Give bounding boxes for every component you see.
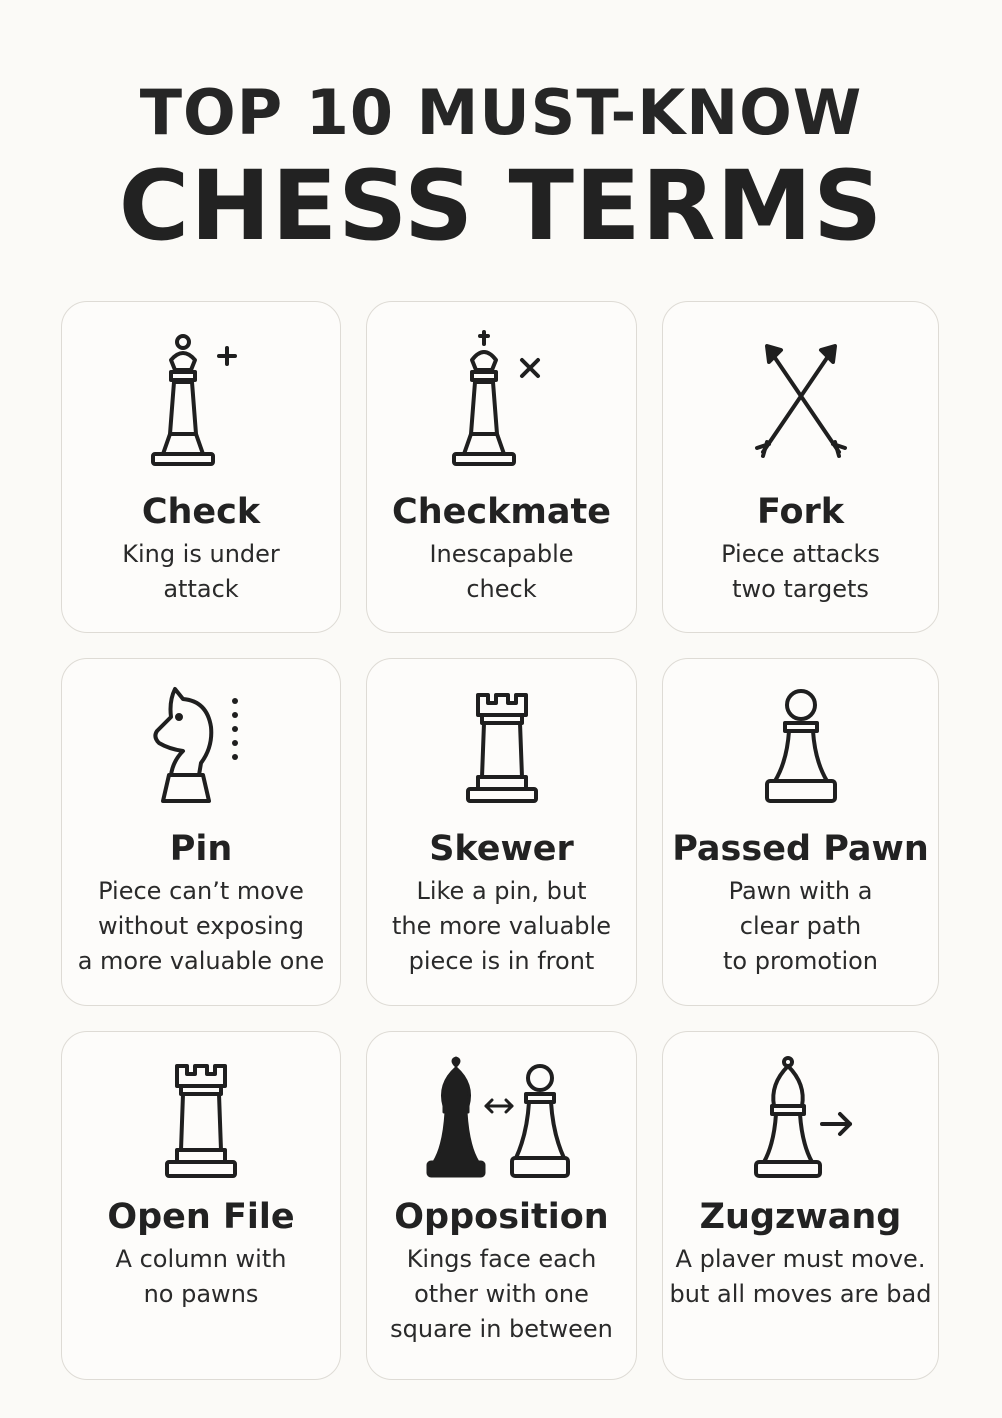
term-title: Checkmate [392,492,611,532]
term-title: Opposition [394,1197,609,1237]
term-description: Piece attacks two targets [721,540,880,603]
king-check-icon [141,330,261,470]
term-card-check [61,301,341,633]
term-description: Pawn with a clear path to promotion [722,877,878,975]
term-card-checkmate [366,301,637,633]
term-card-passed-pawn [662,658,939,1006]
term-title: Skewer [429,829,574,869]
fork-arrows-icon [741,330,861,470]
term-title: Pin [169,829,233,869]
term-description: A column with no pawns [115,1245,287,1308]
term-description: Like a pin, but the more valuable piece is in front [392,877,611,975]
page-title-line-2: CHESS TERMS [118,150,884,262]
term-description: King is under attack [122,540,280,603]
term-title: Fork [756,492,845,532]
term-card-zugzwang [662,1031,939,1380]
term-title: Open File [107,1197,295,1237]
term-description: Kings face each other with one square in between [390,1245,613,1343]
term-description: Inescapable check [429,540,574,603]
term-description: A plaver must move. but all moves are bad [669,1245,932,1308]
term-card-opposition [366,1031,637,1380]
term-card-open-file [61,1031,341,1380]
term-title: Zugzwang [699,1197,902,1237]
term-card-fork [662,301,939,633]
term-description: Piece can’t move without exposing a more valuable one [77,877,325,975]
term-card-skewer [366,658,637,1006]
king-mate-icon [442,330,562,470]
rook-icon [141,1054,261,1194]
bishop-pawn-opposition-icon [422,1054,582,1194]
knight-pin-icon [141,677,261,817]
rook-icon [442,677,562,817]
pawn-icon [741,677,861,817]
page-title-line-1: TOP 10 MUST-KNOW [139,76,863,149]
term-card-pin [61,658,341,1006]
term-title: Check [141,492,261,532]
bishop-arrow-icon [736,1054,866,1194]
term-title: Passed Pawn [672,829,929,869]
